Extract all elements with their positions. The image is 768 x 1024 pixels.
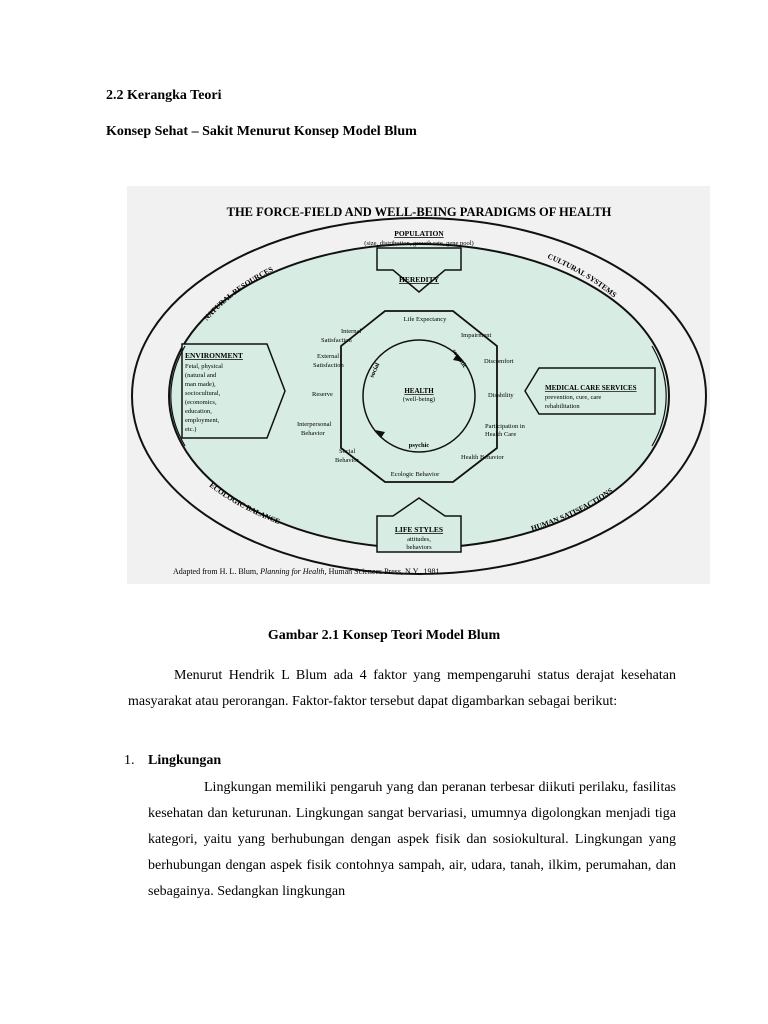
- medical-care-item: prevention, cure, care: [545, 394, 602, 401]
- blum-diagram: [127, 186, 710, 584]
- list-paragraph: Lingkungan memiliki pengaruh yang dan peranan terbesar diikuti perilaku, fasilitas kesehatan dan keturunan. Lingkungan sangat bervariasi, umumnya digolongkan menjadi tiga kategori, yaitu yang berhubungan dengan aspek fisik dan sosiokultural. Lingkungan yang berhubungan dengan aspek fisik contohnya sampah, air, udara, tanah, ilkim, perumahan, dan sebagainya. Sedangkan lingkungan: [148, 780, 676, 899]
- environment-item: man made),: [185, 381, 216, 388]
- social-label: social: [368, 361, 382, 379]
- health-label: HEALTH: [404, 387, 434, 395]
- section-heading: 2.2 Kerangka Teori: [106, 88, 222, 103]
- life-styles-item: attitudes,: [407, 536, 431, 543]
- medical-care-item: rehabilitation: [545, 403, 580, 410]
- environment-item: education,: [185, 408, 212, 415]
- health-behavior-label: Health Behavior: [461, 454, 504, 461]
- internal-satisfaction-label: Satisfaction: [321, 337, 352, 344]
- external-satisfaction-label: Satisfaction: [313, 362, 344, 369]
- list-heading: Lingkungan: [148, 753, 222, 768]
- environment-item: (natural and: [185, 372, 217, 379]
- interpersonal-behavior-label: Behavior: [301, 430, 325, 437]
- environment-item: Fetal, physical: [185, 363, 223, 370]
- life-styles-label: LIFE STYLES: [394, 525, 444, 534]
- environment-label: ENVIRONMENT: [185, 351, 243, 360]
- environment-item: employment,: [185, 417, 220, 424]
- ecologic-balance-label: ECOLOGIC BALANCE: [207, 480, 282, 527]
- medical-care-label: MEDICAL CARE SERVICES: [545, 384, 637, 392]
- disability-label: Disability: [488, 392, 514, 399]
- participation-label: Health Care: [485, 431, 517, 438]
- list-number: 1.: [124, 753, 135, 768]
- interpersonal-behavior-label: Interpersonal: [297, 421, 332, 428]
- reserve-label: Reserve: [312, 391, 333, 398]
- impairment-label: Impairment: [461, 332, 492, 339]
- external-satisfaction-label: External: [317, 353, 340, 360]
- environment-item: etc.): [185, 426, 197, 433]
- figure-caption: Gambar 2.1 Konsep Teori Model Blum: [267, 628, 501, 643]
- environment-item: sociocultural,: [185, 390, 221, 397]
- blum-model-figure: [127, 186, 710, 584]
- figure-title: THE FORCE-FIELD AND WELL-BEING PARADIGMS OF HEALTH: [226, 205, 612, 219]
- social-behavior-label: Social: [339, 448, 356, 455]
- figure-credit: Adapted from H. L. Blum, Planning for Health, Human Sciences Press, N.Y., 1981.: [173, 567, 442, 576]
- social-behavior-label: Behavior: [335, 457, 359, 464]
- intro-paragraph: Menurut Hendrik L Blum ada 4 faktor yang mempengaruhi status derajat kesehatan masyarakat atau perorangan. Faktor-faktor tersebut dapat digambarkan sebagai berikut:: [128, 668, 676, 709]
- life-expectancy-label: Life Expectancy: [403, 316, 447, 323]
- human-satisfactions-label: HUMAN SATISFACTIONS: [529, 485, 615, 533]
- natural-resources-label: NATURAL RESOURCES: [201, 264, 275, 323]
- psychic-label: psychic: [408, 442, 430, 449]
- wellbeing-label: (well-being): [402, 396, 436, 403]
- participation-label: Participation in: [485, 423, 525, 430]
- ecologic-behavior-label: Ecologic Behavior: [390, 471, 440, 478]
- discomfort-label: Discomfort: [484, 358, 514, 365]
- population-subtext: (size, distribution, growth rate, gene pool): [364, 240, 474, 247]
- somatic-label: somatic: [450, 348, 469, 370]
- heredity-label: HEREDITY: [398, 275, 440, 284]
- internal-satisfaction-label: Internal: [341, 328, 362, 335]
- cultural-systems-label: CULTURAL SYSTEMS: [546, 251, 619, 300]
- subsection-heading: Konsep Sehat – Sakit Menurut Konsep Model Blum: [106, 124, 417, 139]
- environment-item: (economics,: [185, 399, 217, 406]
- life-styles-item: behaviors: [406, 544, 432, 551]
- population-label: POPULATION: [394, 229, 444, 238]
